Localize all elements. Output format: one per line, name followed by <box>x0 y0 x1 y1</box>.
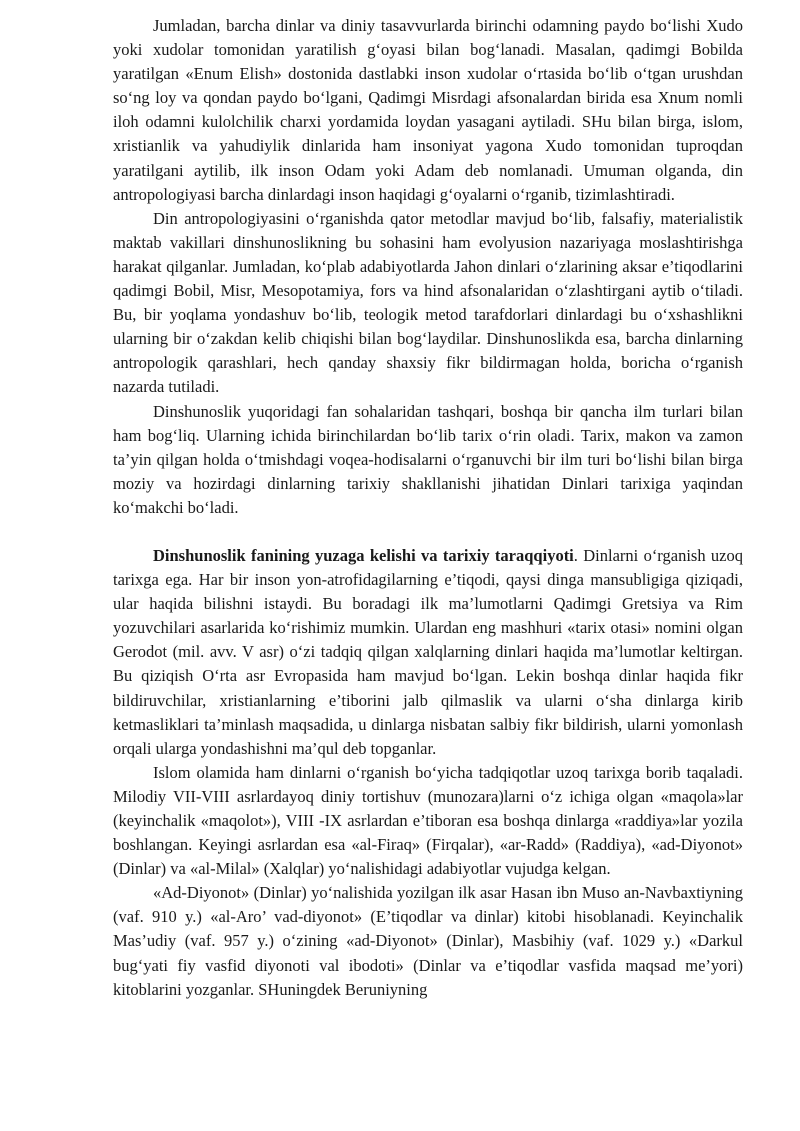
paragraph-islamic-studies: Islom olamida ham dinlarni o‘rganish bo‘yicha tadqiqotlar uzoq tarixga borib taqaladi. Milodiy VII-VIII asrlardayoq diniy tortishuv (munozara)larni o‘z ichiga olgan «maqola»lar (keyinchalik «maqolot»), VIII -IX asrlardan e’tiboran esa boshqa dinlarga «raddiya»lar yozila boshlangan. Keyingi asrlardan esa «al-Firaq» (Firqalar), «ar-Radd» (Raddiya), «ad-Diyonot» (Dinlar) va «al-Milal» (Xalqlar) yo‘nalishidagi adabiyotlar vujudga kelgan. <box>113 762 743 879</box>
section-spacer <box>113 520 743 544</box>
paragraph-ad-diyonot: «Ad-Diyonot» (Dinlar) yo‘nalishida yozilgan ilk asar Hasan ibn Muso an-Navbaxtiyning (vaf. 910 y.) «al-Aro’ vad-diyonot» (E’tiqodlar va dinlar) kitobi hisoblanadi. Keyinchalik Mas’udiy (vaf. 957 y.) o‘zining «ad-Diyonot» (Dinlar), Masbihiy (vaf. 1029 y.) «Darkul bug‘yati fiy vasfid diyonoti val ibodoti» (Dinlar va e’tiqodlar vasfida maqsad me’yori) kitoblarini yozganlar. SHuningdek Beruniyning <box>113 883 743 999</box>
document-page <box>113 14 743 1002</box>
section-intro-paragraph <box>113 544 743 761</box>
paragraph-history-link: Dinshunoslik yuqoridagi fan sohalaridan tashqari, boshqa bir qancha ilm turlari bilan ham bog‘liq. Ularning ichida birinchilardan bo‘lib tarix o‘rin oladi. Tarix, makon va zamon ta’yin qilgan holda o‘tmishdagi voqea-hodisalarni o‘rganuvchi bir ilm turi bo‘lishi bilan birga moziy va hozirdagi dinlarning tarixiy shakllanishi jihatidan Dinlari tarixiga yaqindan ko‘makchi bo‘ladi. <box>113 401 743 517</box>
section-heading: Dinshunoslik fanining yuzaga kelishi va tarixiy taraqqiyoti <box>153 545 574 565</box>
section-lead-text: . Dinlarni o‘rganish uzoq tarixga ega. Har bir inson yon-atrofidagilarning e’tiqodi, qaysi dinga mansubligiga qiziqadi, ular haqida bilishni istaydi. Bu boradagi ilk ma’lumotlarni Qadimgi Gretsiya va Rim yozuvchilari asarlarida ko‘rishimiz mumkin. Ulardan eng mashhuri «tarix otasi» nomini olgan Gerodot (mil. avv. V asr) o‘zi tadqiq qilgan xalqlarning dinlari haqida ma’lumotlar keltirgan. Bu qiziqish O‘rta asr Evropasida ham mavjud bo‘lgan. Lekin boshqa dinlar haqida fikr bildiruvchilar, xristianlarning e’tiborini jalb qilmaslik va ularni o‘sha dinlarga kirib ketmasliklari ta’minlash maqsadida, u dinlarga nisbatan salbiy fikr bildirish, ularni yomonlash orqali ularga yondashishni ma’qul deb topganlar. <box>113 545 743 758</box>
paragraph-creation-myths: Jumladan, barcha dinlar va diniy tasavvurlarda birinchi odamning paydo bo‘lishi Xudo yoki xudolar tomonidan yaratilish g‘oyasi bilan bog‘lanadi. Masalan, qadimgi Bobilda yaratilgan «Enum Elish» dostonida dastlabki inson xudolar o‘rtasida bo‘lib o‘tgan urushdan so‘ng loy va qondan paydo bo‘lgani, Qadimgi Misrdagi afsonalardan birida esa Xnum nomli iloh odamni kulolchilik charxi yordamida loydan yasagani aytiladi. SHu bilan birga, islom, xristianlik va yahudiylik dinlarida ham insoniyat yagona Xudo tomonidan tuproqdan yaratilgani aytilib, ilk inson Odam yoki Adam deb nomlanadi. Umuman olganda, din antropologiyasi barcha dinlardagi inson haqidagi g‘oyalarni o‘rganib, tizimlashtiradi. <box>113 16 743 204</box>
paragraph-anthropology-methods: Din antropologiyasini o‘rganishda qator metodlar mavjud bo‘lib, falsafiy, materialistik maktab vakillari dinshunoslikning bu sohasini ham evolyusion nazariyaga moslashtirishga harakat qilganlar. Jumladan, ko‘plab adabiyotlarda Jahon dinlari o‘zlarining aksar e’tiqodlarini qadimgi Bobil, Misr, Mesopotamiya, fors va hind afsonalaridan o‘zlashtirgani aytib o‘tiladi. Bu, bir yoqlama yondashuv bo‘lib, teologik metod tarafdorlari dinlardagi bu o‘xshashlikni ularning bir o‘zakdan kelib chiqishi bilan bog‘laydilar. Dinshunoslikda esa, barcha dinlarning antropologik qarashlari, hech qanday shaxsiy fikr bildirmagan holda, boricha o‘rganish nazarda tutiladi. <box>113 208 743 397</box>
